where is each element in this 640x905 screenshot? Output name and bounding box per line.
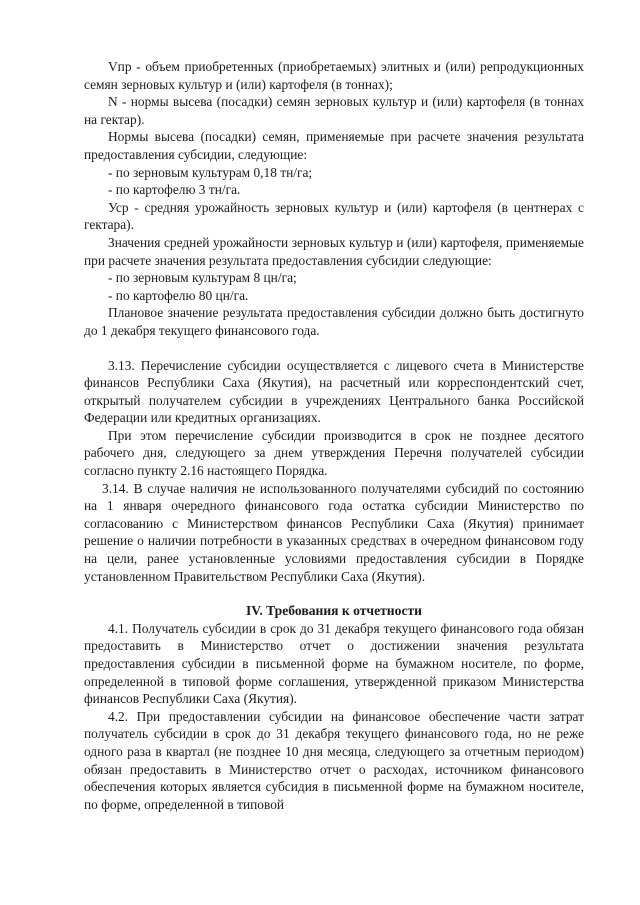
section-gap (84, 340, 584, 357)
paragraph-4-2: 4.2. При предоставлении субсидии на финансовое обеспечение части затрат получатель субсидии в срок до 31 декабря текущего финансового года, но не реже одного раза в квартал (не позднее 10 дня месяца, следующего за отчетным периодом) обязан предоставить в Министерство отчет о расходах, источником финансового обеспечения которых является субсидия в письменной форме на бумажном носителе, по форме, определенной в типовой (84, 708, 584, 812)
paragraph-3-13: 3.13. Перечисление субсидии осуществляется с лицевого счета в Министерстве финансов Республики Саха (Якутия), на расчетный или корреспондентский счет, открытый получателем субсидии в учреждениях Центрального банка Российской Федерации или кредитных организациях. (84, 357, 584, 426)
paragraph-planned-value: Плановое значение результата предоставления субсидии должно быть достигнуто до 1 декабря текущего финансового года. (84, 305, 584, 338)
paragraph-vpr-definition: Vпр - объем приобретенных (приобретаемых) элитных и (или) репродукционных семян зерновых культур и (или) картофеля (в тоннах); (84, 59, 584, 92)
paragraph-ucp-definition: Уср - средняя урожайность зерновых культур и (или) картофеля (в центнерах с гектара). (84, 199, 584, 233)
paragraph-3-14: 3.14. В случае наличия не использованного получателями субсидий по состоянию на 1 января очередного финансового года остатка субсидии Министерство по согласованию с Министерством финансов Республики Саха (Якутия) принимает решение о наличии потребности в указанных средствах в очередном финансовом году на цели, ранее установленные условиями предоставления субсидии в Порядке установленном Правительством Республики Саха (Якутия). (84, 480, 584, 584)
section-gap (84, 585, 584, 602)
list-item-grain-yield: - по зерновым культурам 8 цн/га; (108, 270, 297, 286)
list-item-potato-norm: - по картофелю 3 тн/га. (108, 182, 241, 198)
paragraph-n-definition: N - нормы высева (посадки) семян зерновых культур и (или) картофеля (в тоннах на гектар). (84, 94, 584, 127)
list-item-potato-yield: - по картофелю 80 цн/га. (108, 287, 249, 303)
document-page (84, 58, 584, 813)
paragraph-transfer-deadline: При этом перечисление субсидии производится в срок не позднее десятого рабочего дня, следующего за днем утверждения Перечня получателей субсидии согласно пункту 2.16 настоящего Порядка. (84, 427, 584, 479)
paragraph-yield-values: Значения средней урожайности зерновых культур и (или) картофеля, применяемые при расчете значения результата предоставления субсидии следующие: (84, 234, 584, 268)
paragraph-4-1: 4.1. Получатель субсидии в срок до 31 декабря текущего финансового года обязан предоставить в Министерство отчет о достижении значения результата предоставления субсидии в письменной форме на бумажном носителе, по форме, определенной в типовой форме соглашения, утвержденной приказом Министерства финансов Республики Саха (Якутия). (84, 620, 584, 707)
list-item-grain-norm: - по зерновым культурам 0,18 тн/га; (108, 164, 313, 180)
paragraph-seeding-norms: Нормы высева (посадки) семян, применяемые при расчете значения результата предоставления субсидии, следующие: (84, 129, 584, 162)
section-heading-reporting: IV. Требования к отчетности (245, 603, 422, 619)
